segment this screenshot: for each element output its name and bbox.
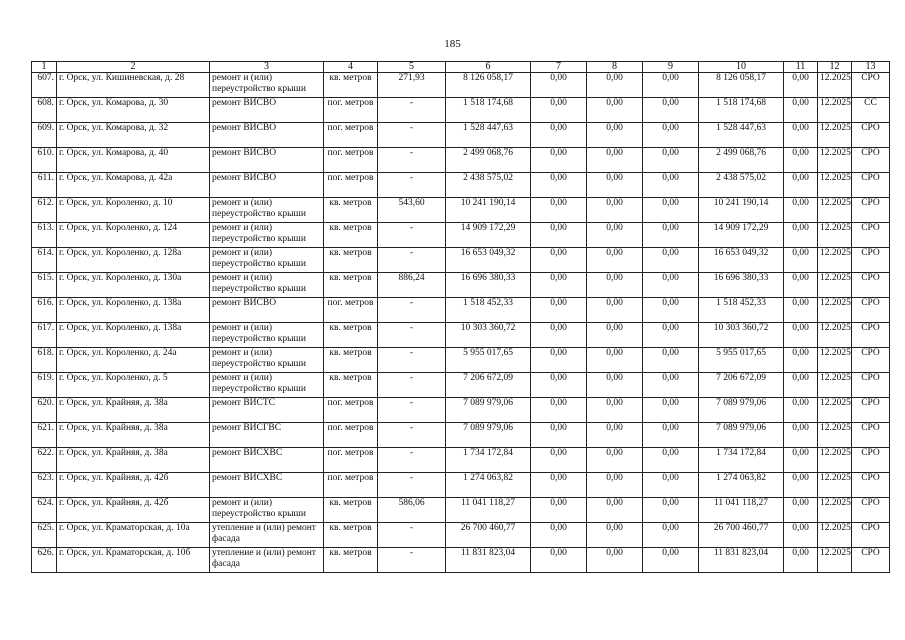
cell-col-8: 0,00	[587, 298, 643, 323]
header-row	[32, 62, 890, 73]
cell-col-9: 0,00	[643, 273, 699, 298]
table-row	[32, 98, 890, 123]
table-row	[32, 123, 890, 148]
cell-col-7: 0,00	[531, 448, 587, 473]
cell-work-type: ремонт ВИСХВС	[210, 473, 324, 498]
cell-method: СРО	[852, 73, 890, 98]
table-row	[32, 148, 890, 173]
cell-unit: кв. метров	[324, 73, 378, 98]
cell-col-8: 0,00	[587, 398, 643, 423]
cell-total-cost: 5 955 017,65	[446, 348, 531, 373]
cell-row-number: 622.	[32, 448, 57, 473]
cell-col-11: 0,00	[784, 73, 818, 98]
cell-col-7: 0,00	[531, 248, 587, 273]
cell-col-7: 0,00	[531, 173, 587, 198]
cell-row-number: 621.	[32, 423, 57, 448]
cell-row-number: 624.	[32, 498, 57, 523]
table-row	[32, 298, 890, 323]
cell-work-type: ремонт и (или) переустройство крыши	[210, 498, 324, 523]
cell-col-9: 0,00	[643, 148, 699, 173]
cell-col-9: 0,00	[643, 373, 699, 398]
cell-quantity: 586,06	[378, 498, 446, 523]
cell-deadline: 12.2025	[818, 173, 852, 198]
cell-col-7: 0,00	[531, 148, 587, 173]
cell-row-number: 613.	[32, 223, 57, 248]
cell-address: г. Орск, ул. Краматорская, д. 10б	[57, 548, 210, 573]
cell-col-11: 0,00	[784, 173, 818, 198]
cell-unit: пог. метров	[324, 448, 378, 473]
table-row	[32, 498, 890, 523]
table-body	[32, 73, 890, 573]
cell-work-type: ремонт и (или) переустройство крыши	[210, 223, 324, 248]
cell-address: г. Орск, ул. Короленко, д. 10	[57, 198, 210, 223]
cell-col-9: 0,00	[643, 173, 699, 198]
cell-col-9: 0,00	[643, 498, 699, 523]
cell-col-11: 0,00	[784, 98, 818, 123]
cell-col-9: 0,00	[643, 523, 699, 548]
cell-total-cost: 14 909 172,29	[446, 223, 531, 248]
cell-method: СРО	[852, 373, 890, 398]
cell-col-10: 7 089 979,06	[699, 398, 784, 423]
cell-quantity: 271,93	[378, 73, 446, 98]
cell-col-11: 0,00	[784, 523, 818, 548]
cell-address: г. Орск, ул. Короленко, д. 124	[57, 223, 210, 248]
cell-method: СРО	[852, 223, 890, 248]
cell-col-7: 0,00	[531, 398, 587, 423]
data-table	[31, 61, 890, 573]
cell-method: СРО	[852, 398, 890, 423]
cell-deadline: 12.2025	[818, 148, 852, 173]
cell-col-7: 0,00	[531, 98, 587, 123]
cell-method: СРО	[852, 423, 890, 448]
cell-col-8: 0,00	[587, 423, 643, 448]
cell-unit: пог. метров	[324, 398, 378, 423]
cell-address: г. Орск, ул. Краматорская, д. 10а	[57, 523, 210, 548]
cell-total-cost: 7 206 672,09	[446, 373, 531, 398]
column-header-5: 5	[378, 62, 446, 73]
cell-col-8: 0,00	[587, 448, 643, 473]
cell-work-type: утепление и (или) ремонт фасада	[210, 548, 324, 573]
cell-col-9: 0,00	[643, 298, 699, 323]
cell-deadline: 12.2025	[818, 248, 852, 273]
cell-col-8: 0,00	[587, 498, 643, 523]
table-row	[32, 73, 890, 98]
cell-deadline: 12.2025	[818, 373, 852, 398]
cell-col-7: 0,00	[531, 273, 587, 298]
cell-total-cost: 1 518 174,68	[446, 98, 531, 123]
cell-row-number: 612.	[32, 198, 57, 223]
cell-work-type: ремонт и (или) переустройство крыши	[210, 323, 324, 348]
column-header-4: 4	[324, 62, 378, 73]
cell-quantity: -	[378, 373, 446, 398]
cell-method: СРО	[852, 298, 890, 323]
cell-col-9: 0,00	[643, 473, 699, 498]
cell-quantity: -	[378, 423, 446, 448]
cell-col-10: 1 734 172,84	[699, 448, 784, 473]
cell-col-11: 0,00	[784, 148, 818, 173]
cell-total-cost: 2 438 575,02	[446, 173, 531, 198]
table-row	[32, 273, 890, 298]
cell-col-7: 0,00	[531, 298, 587, 323]
cell-deadline: 12.2025	[818, 98, 852, 123]
cell-method: СРО	[852, 323, 890, 348]
cell-col-7: 0,00	[531, 523, 587, 548]
cell-work-type: ремонт и (или) переустройство крыши	[210, 348, 324, 373]
cell-address: г. Орск, ул. Комарова, д. 30	[57, 98, 210, 123]
cell-row-number: 626.	[32, 548, 57, 573]
cell-total-cost: 8 126 058,17	[446, 73, 531, 98]
cell-method: СС	[852, 98, 890, 123]
cell-unit: пог. метров	[324, 148, 378, 173]
cell-col-11: 0,00	[784, 223, 818, 248]
table-row	[32, 473, 890, 498]
cell-total-cost: 11 041 118,27	[446, 498, 531, 523]
cell-col-11: 0,00	[784, 498, 818, 523]
cell-quantity: -	[378, 123, 446, 148]
cell-col-8: 0,00	[587, 223, 643, 248]
column-header-2: 2	[57, 62, 210, 73]
cell-work-type: ремонт ВИСВО	[210, 298, 324, 323]
cell-col-10: 1 274 063,82	[699, 473, 784, 498]
cell-col-10: 10 241 190,14	[699, 198, 784, 223]
cell-method: СРО	[852, 148, 890, 173]
cell-quantity: -	[378, 548, 446, 573]
cell-row-number: 611.	[32, 173, 57, 198]
cell-col-8: 0,00	[587, 323, 643, 348]
cell-row-number: 625.	[32, 523, 57, 548]
cell-unit: пог. метров	[324, 473, 378, 498]
cell-total-cost: 1 528 447,63	[446, 123, 531, 148]
cell-total-cost: 7 089 979,06	[446, 423, 531, 448]
cell-total-cost: 16 696 380,33	[446, 273, 531, 298]
cell-row-number: 617.	[32, 323, 57, 348]
cell-total-cost: 2 499 068,76	[446, 148, 531, 173]
column-header-12: 12	[818, 62, 852, 73]
cell-work-type: ремонт ВИСТС	[210, 398, 324, 423]
column-header-3: 3	[210, 62, 324, 73]
cell-address: г. Орск, ул. Крайняя, д. 38а	[57, 448, 210, 473]
cell-col-9: 0,00	[643, 348, 699, 373]
cell-address: г. Орск, ул. Кишиневская, д. 28	[57, 73, 210, 98]
cell-col-7: 0,00	[531, 223, 587, 248]
cell-unit: кв. метров	[324, 248, 378, 273]
cell-col-11: 0,00	[784, 323, 818, 348]
cell-row-number: 619.	[32, 373, 57, 398]
cell-method: СРО	[852, 348, 890, 373]
cell-method: СРО	[852, 248, 890, 273]
cell-total-cost: 10 303 360,72	[446, 323, 531, 348]
cell-col-7: 0,00	[531, 323, 587, 348]
cell-col-10: 16 653 049,32	[699, 248, 784, 273]
cell-quantity: 543,60	[378, 198, 446, 223]
cell-row-number: 620.	[32, 398, 57, 423]
cell-quantity: -	[378, 223, 446, 248]
cell-quantity: -	[378, 348, 446, 373]
column-header-9: 9	[643, 62, 699, 73]
cell-col-9: 0,00	[643, 198, 699, 223]
cell-method: СРО	[852, 473, 890, 498]
cell-row-number: 623.	[32, 473, 57, 498]
cell-col-7: 0,00	[531, 73, 587, 98]
table-row	[32, 348, 890, 373]
cell-deadline: 12.2025	[818, 198, 852, 223]
cell-col-8: 0,00	[587, 348, 643, 373]
cell-deadline: 12.2025	[818, 448, 852, 473]
cell-total-cost: 26 700 460,77	[446, 523, 531, 548]
cell-total-cost: 1 274 063,82	[446, 473, 531, 498]
cell-total-cost: 11 831 823,04	[446, 548, 531, 573]
cell-col-8: 0,00	[587, 123, 643, 148]
cell-deadline: 12.2025	[818, 123, 852, 148]
cell-col-10: 1 518 452,33	[699, 298, 784, 323]
cell-method: СРО	[852, 273, 890, 298]
cell-work-type: ремонт и (или) переустройство крыши	[210, 248, 324, 273]
cell-row-number: 607.	[32, 73, 57, 98]
cell-total-cost: 10 241 190,14	[446, 198, 531, 223]
cell-deadline: 12.2025	[818, 473, 852, 498]
cell-quantity: -	[378, 248, 446, 273]
cell-col-9: 0,00	[643, 73, 699, 98]
cell-col-8: 0,00	[587, 473, 643, 498]
cell-method: СРО	[852, 173, 890, 198]
cell-col-10: 1 528 447,63	[699, 123, 784, 148]
column-header-10: 10	[699, 62, 784, 73]
cell-work-type: утепление и (или) ремонт фасада	[210, 523, 324, 548]
table-row	[32, 323, 890, 348]
cell-deadline: 12.2025	[818, 223, 852, 248]
cell-row-number: 610.	[32, 148, 57, 173]
column-header-11: 11	[784, 62, 818, 73]
cell-total-cost: 7 089 979,06	[446, 398, 531, 423]
column-header-13: 13	[852, 62, 890, 73]
cell-col-7: 0,00	[531, 473, 587, 498]
cell-col-8: 0,00	[587, 98, 643, 123]
cell-unit: кв. метров	[324, 348, 378, 373]
cell-deadline: 12.2025	[818, 348, 852, 373]
cell-address: г. Орск, ул. Комарова, д. 42а	[57, 173, 210, 198]
cell-work-type: ремонт ВИСГВС	[210, 423, 324, 448]
cell-work-type: ремонт и (или) переустройство крыши	[210, 373, 324, 398]
cell-method: СРО	[852, 198, 890, 223]
cell-quantity: -	[378, 398, 446, 423]
cell-address: г. Орск, ул. Короленко, д. 138а	[57, 323, 210, 348]
cell-work-type: ремонт и (или) переустройство крыши	[210, 273, 324, 298]
cell-col-10: 1 518 174,68	[699, 98, 784, 123]
cell-col-10: 11 041 118,27	[699, 498, 784, 523]
cell-col-7: 0,00	[531, 548, 587, 573]
cell-work-type: ремонт ВИСХВС	[210, 448, 324, 473]
cell-col-11: 0,00	[784, 423, 818, 448]
page-number: 185	[444, 38, 461, 50]
cell-row-number: 615.	[32, 273, 57, 298]
cell-deadline: 12.2025	[818, 548, 852, 573]
cell-quantity: -	[378, 323, 446, 348]
cell-col-11: 0,00	[784, 448, 818, 473]
cell-col-10: 2 438 575,02	[699, 173, 784, 198]
cell-col-7: 0,00	[531, 423, 587, 448]
cell-deadline: 12.2025	[818, 423, 852, 448]
cell-deadline: 12.2025	[818, 273, 852, 298]
cell-address: г. Орск, ул. Крайняя, д. 42б	[57, 498, 210, 523]
cell-col-11: 0,00	[784, 248, 818, 273]
cell-work-type: ремонт ВИСВО	[210, 123, 324, 148]
cell-col-9: 0,00	[643, 223, 699, 248]
cell-row-number: 609.	[32, 123, 57, 148]
cell-unit: пог. метров	[324, 298, 378, 323]
cell-quantity: -	[378, 523, 446, 548]
cell-col-7: 0,00	[531, 373, 587, 398]
cell-col-8: 0,00	[587, 273, 643, 298]
cell-row-number: 616.	[32, 298, 57, 323]
column-header-1: 1	[32, 62, 57, 73]
cell-address: г. Орск, ул. Крайняя, д. 38а	[57, 423, 210, 448]
cell-unit: кв. метров	[324, 273, 378, 298]
cell-deadline: 12.2025	[818, 523, 852, 548]
cell-work-type: ремонт ВИСВО	[210, 148, 324, 173]
cell-quantity: -	[378, 98, 446, 123]
cell-address: г. Орск, ул. Комарова, д. 40	[57, 148, 210, 173]
column-header-8: 8	[587, 62, 643, 73]
cell-deadline: 12.2025	[818, 73, 852, 98]
cell-unit: пог. метров	[324, 173, 378, 198]
cell-col-11: 0,00	[784, 548, 818, 573]
cell-unit: кв. метров	[324, 223, 378, 248]
cell-col-9: 0,00	[643, 423, 699, 448]
cell-col-9: 0,00	[643, 398, 699, 423]
table-row	[32, 173, 890, 198]
cell-total-cost: 16 653 049,32	[446, 248, 531, 273]
cell-quantity: 886,24	[378, 273, 446, 298]
table-row	[32, 423, 890, 448]
cell-col-9: 0,00	[643, 123, 699, 148]
cell-col-7: 0,00	[531, 123, 587, 148]
cell-quantity: -	[378, 148, 446, 173]
table-row	[32, 198, 890, 223]
cell-total-cost: 1 734 172,84	[446, 448, 531, 473]
cell-quantity: -	[378, 448, 446, 473]
cell-col-10: 26 700 460,77	[699, 523, 784, 548]
cell-work-type: ремонт и (или) переустройство крыши	[210, 73, 324, 98]
column-header-6: 6	[446, 62, 531, 73]
cell-unit: кв. метров	[324, 323, 378, 348]
cell-col-7: 0,00	[531, 498, 587, 523]
cell-quantity: -	[378, 473, 446, 498]
cell-col-11: 0,00	[784, 473, 818, 498]
cell-col-10: 5 955 017,65	[699, 348, 784, 373]
cell-quantity: -	[378, 173, 446, 198]
cell-address: г. Орск, ул. Короленко, д. 5	[57, 373, 210, 398]
cell-col-10: 7 089 979,06	[699, 423, 784, 448]
cell-col-11: 0,00	[784, 398, 818, 423]
cell-address: г. Орск, ул. Короленко, д. 128а	[57, 248, 210, 273]
cell-col-8: 0,00	[587, 373, 643, 398]
cell-method: СРО	[852, 448, 890, 473]
cell-col-10: 16 696 380,33	[699, 273, 784, 298]
cell-col-11: 0,00	[784, 348, 818, 373]
cell-deadline: 12.2025	[818, 298, 852, 323]
cell-col-8: 0,00	[587, 548, 643, 573]
table-row	[32, 448, 890, 473]
cell-col-9: 0,00	[643, 548, 699, 573]
cell-address: г. Орск, ул. Крайняя, д. 38а	[57, 398, 210, 423]
cell-col-10: 8 126 058,17	[699, 73, 784, 98]
cell-unit: кв. метров	[324, 548, 378, 573]
table-row	[32, 523, 890, 548]
cell-col-7: 0,00	[531, 198, 587, 223]
cell-method: СРО	[852, 548, 890, 573]
table-row	[32, 548, 890, 573]
cell-col-8: 0,00	[587, 173, 643, 198]
cell-col-8: 0,00	[587, 248, 643, 273]
cell-row-number: 614.	[32, 248, 57, 273]
cell-col-10: 7 206 672,09	[699, 373, 784, 398]
cell-method: СРО	[852, 523, 890, 548]
cell-col-11: 0,00	[784, 373, 818, 398]
cell-col-10: 11 831 823,04	[699, 548, 784, 573]
cell-col-11: 0,00	[784, 123, 818, 148]
cell-col-10: 14 909 172,29	[699, 223, 784, 248]
cell-method: СРО	[852, 498, 890, 523]
cell-col-9: 0,00	[643, 448, 699, 473]
cell-col-8: 0,00	[587, 73, 643, 98]
cell-address: г. Орск, ул. Короленко, д. 130а	[57, 273, 210, 298]
table-row	[32, 223, 890, 248]
cell-col-11: 0,00	[784, 198, 818, 223]
cell-unit: пог. метров	[324, 98, 378, 123]
cell-col-11: 0,00	[784, 273, 818, 298]
table-row	[32, 398, 890, 423]
cell-unit: пог. метров	[324, 423, 378, 448]
cell-unit: кв. метров	[324, 198, 378, 223]
cell-deadline: 12.2025	[818, 323, 852, 348]
column-header-7: 7	[531, 62, 587, 73]
cell-address: г. Орск, ул. Крайняя, д. 42б	[57, 473, 210, 498]
cell-col-9: 0,00	[643, 98, 699, 123]
cell-row-number: 618.	[32, 348, 57, 373]
cell-col-9: 0,00	[643, 323, 699, 348]
cell-unit: пог. метров	[324, 123, 378, 148]
cell-unit: кв. метров	[324, 498, 378, 523]
cell-method: СРО	[852, 123, 890, 148]
cell-work-type: ремонт и (или) переустройство крыши	[210, 198, 324, 223]
cell-unit: кв. метров	[324, 373, 378, 398]
cell-row-number: 608.	[32, 98, 57, 123]
cell-address: г. Орск, ул. Короленко, д. 24а	[57, 348, 210, 373]
cell-quantity: -	[378, 298, 446, 323]
cell-total-cost: 1 518 452,33	[446, 298, 531, 323]
cell-col-7: 0,00	[531, 348, 587, 373]
cell-col-11: 0,00	[784, 298, 818, 323]
cell-col-9: 0,00	[643, 248, 699, 273]
cell-col-10: 10 303 360,72	[699, 323, 784, 348]
cell-address: г. Орск, ул. Комарова, д. 32	[57, 123, 210, 148]
cell-col-8: 0,00	[587, 523, 643, 548]
cell-col-8: 0,00	[587, 148, 643, 173]
cell-work-type: ремонт ВИСВО	[210, 98, 324, 123]
cell-col-10: 2 499 068,76	[699, 148, 784, 173]
cell-address: г. Орск, ул. Короленко, д. 138а	[57, 298, 210, 323]
cell-deadline: 12.2025	[818, 498, 852, 523]
cell-deadline: 12.2025	[818, 398, 852, 423]
cell-unit: кв. метров	[324, 523, 378, 548]
table-row	[32, 373, 890, 398]
table-row	[32, 248, 890, 273]
cell-work-type: ремонт ВИСВО	[210, 173, 324, 198]
cell-col-8: 0,00	[587, 198, 643, 223]
